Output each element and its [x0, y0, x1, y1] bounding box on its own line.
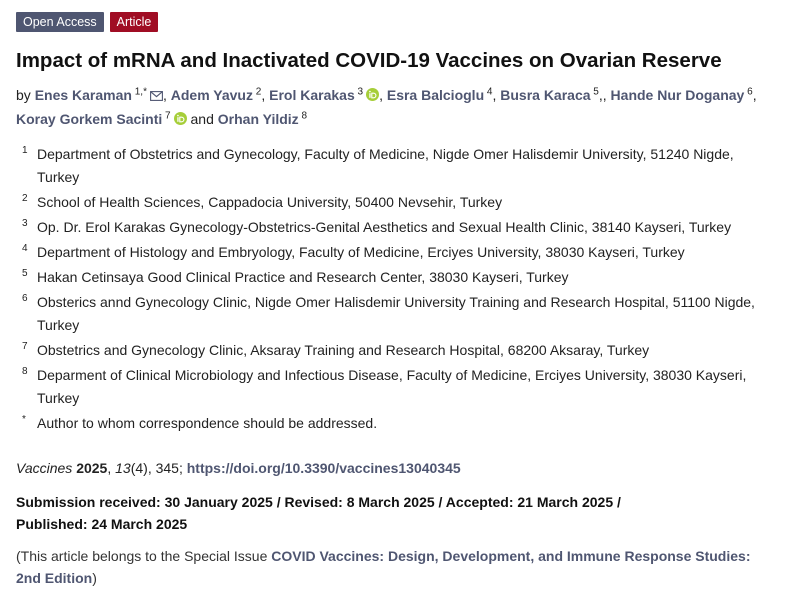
author-affiliation-ref: 7: [162, 110, 171, 122]
citation-issue: (4): [130, 460, 148, 476]
affiliation-text: School of Health Sciences, Cappadocia University, 50400 Nevsehir, Turkey: [37, 194, 503, 210]
author-affiliation-ref: 5: [590, 86, 599, 98]
author-name[interactable]: Esra Balcioglu: [386, 87, 485, 103]
affiliation-number: 5: [22, 268, 28, 279]
affiliation-item: [16, 364, 776, 410]
author-entry: [16, 111, 187, 127]
special-issue-note: [16, 545, 756, 589]
author-name[interactable]: Adem Yavuz: [170, 87, 253, 103]
citation-year: 2025: [76, 460, 108, 476]
author-affiliation-ref: 3: [354, 86, 364, 98]
affiliation-text: Author to whom correspondence should be addressed.: [37, 415, 378, 431]
affiliation-number: 2: [22, 193, 28, 204]
special-issue-prefix: (This article belongs to the Special Issue: [16, 548, 272, 564]
author-name[interactable]: Hande Nur Doganay: [610, 87, 745, 103]
affiliation-item: [16, 143, 776, 189]
affiliation-number: 7: [22, 341, 28, 352]
byline-prefix: by: [16, 87, 31, 103]
author-name[interactable]: Koray Gorkem Sacinti: [16, 111, 163, 127]
author-name[interactable]: Orhan Yildiz: [217, 111, 299, 127]
affiliation-item: [16, 241, 776, 264]
envelope-icon[interactable]: [150, 85, 163, 108]
affiliation-text: Hakan Cetinsaya Good Clinical Practice and Research Center, 38030 Kayseri, Turkey: [37, 269, 569, 285]
affiliation-list: [16, 143, 776, 435]
article-header: [16, 12, 776, 589]
affiliation-number: *: [22, 414, 26, 425]
affiliation-text: Obstetrics and Gynecology Clinic, Aksaray Training and Research Hospital, 68200 Aksaray, Turkey: [37, 342, 650, 358]
article-title: Impact of mRNA and Inactivated COVID-19 Vaccines on Ovarian Reserve: [16, 49, 722, 72]
doi-link[interactable]: https://doi.org/10.3390/vaccines13040345: [186, 460, 461, 476]
author-affiliation-ref: 2: [253, 86, 262, 98]
affiliation-text: Op. Dr. Erol Karakas Gynecology-Obstetrics-Genital Aesthetics and Sexual Health Clinic, 38140 Kayseri, Turkey: [37, 219, 732, 235]
special-issue-suffix: ): [92, 570, 97, 586]
affiliation-item: [16, 339, 776, 362]
journal-name[interactable]: Vaccines: [16, 460, 73, 476]
author-name[interactable]: Busra Karaca: [500, 87, 591, 103]
author-entry: [500, 87, 599, 103]
author-entry: [269, 87, 379, 103]
affiliation-number: 3: [22, 218, 28, 229]
author-name[interactable]: Enes Karaman: [34, 87, 132, 103]
special-issue-link[interactable]: COVID Vaccines: Design, Development, and Immune Response Studies: 2nd Edition: [16, 548, 751, 586]
orcid-icon[interactable]: [366, 88, 379, 101]
publication-dates: Submission received: 30 January 2025 / Revised: 8 March 2025 / Accepted: 21 March 2025 / Published: 24 March 2025: [16, 494, 621, 532]
author-affiliation-ref: 4: [484, 86, 493, 98]
affiliation-number: 6: [22, 293, 28, 304]
affiliation-text: Deparment of Clinical Microbiology and Infectious Disease, Faculty of Medicine, Erciyes University, 38030 Kayseri, Turkey: [37, 367, 747, 406]
orcid-icon[interactable]: [174, 112, 187, 125]
affiliation-item: [16, 266, 776, 289]
author-affiliation-ref: 8: [298, 110, 308, 122]
affiliation-item: [16, 191, 776, 214]
affiliation-number: 4: [22, 243, 28, 254]
article-type-badge: Article: [110, 12, 159, 32]
author-list: by Enes Karaman $^{1,*}$ , Adem Yavuz $^2$, Erol Karakas $^3$ , Esra Balcioglu $^4$, Busra Karaca $^5$,, Hande Nur Doganay $^6$, Koray Gorkem Sacinti $^7$ and Orhan Yildiz $^8$: [16, 86, 757, 127]
affiliation-text: Department of Obstetrics and Gynecology, Faculty of Medicine, Nigde Omer Halisdemir University, 51240 Nigde, Turkey: [37, 146, 734, 185]
affiliation-text: Obsterics annd Gynecology Clinic, Nigde Omer Halisdemir University Training and Research Hospital, 51100 Nigde, Turkey: [37, 294, 755, 333]
citation: Vaccines 2025, 13(4), 345; https://doi.org/10.3390/vaccines13040345: [16, 460, 461, 476]
author-affiliation-ref: 1,*: [131, 86, 147, 98]
author-entry: [171, 87, 262, 103]
affiliation-item: [16, 291, 776, 337]
affiliation-number: 1: [22, 145, 28, 156]
author-affiliation-ref: 6: [744, 86, 753, 98]
author-entry: [611, 87, 753, 103]
open-access-badge[interactable]: Open Access: [16, 12, 104, 32]
and-word: and: [190, 111, 214, 127]
affiliation-item: [16, 412, 776, 435]
author-entry: [387, 87, 493, 103]
citation-article-number: , 345;: [147, 460, 183, 476]
affiliation-item: [16, 216, 776, 239]
citation-volume: 13: [115, 460, 131, 476]
author-entry: [35, 87, 163, 103]
affiliation-number: 8: [22, 366, 28, 377]
author-name[interactable]: Erol Karakas: [269, 87, 355, 103]
author-entry: [218, 111, 307, 127]
badge-row: [16, 12, 776, 32]
affiliation-text: Department of Histology and Embryology, Faculty of Medicine, Erciyes University, 38030 Kayseri, Turkey: [37, 244, 685, 260]
